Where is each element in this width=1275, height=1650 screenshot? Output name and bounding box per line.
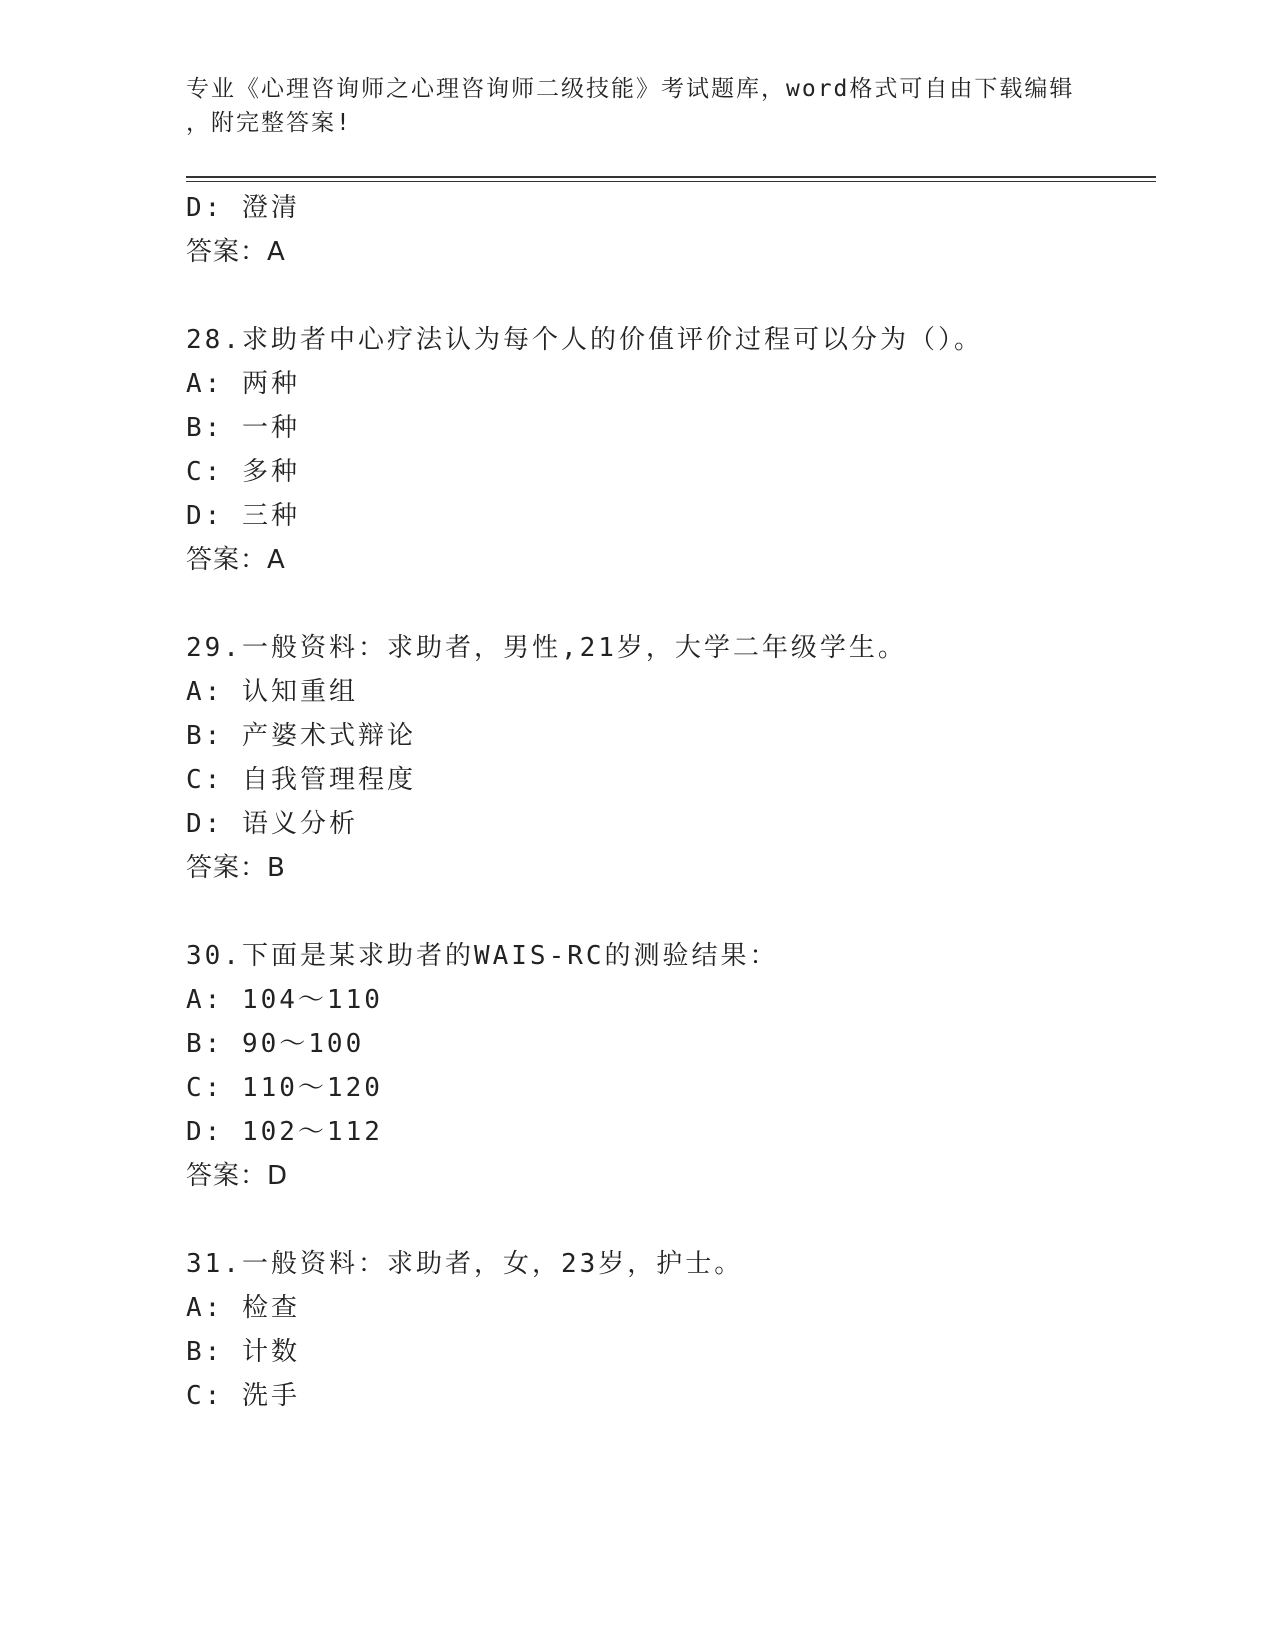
q28-option-a: A: 两种: [186, 369, 300, 399]
q29-option-a: A: 认知重组: [186, 677, 358, 707]
question-29: 29.一般资料：求助者，男性,21岁，大学二年级学生。: [186, 633, 907, 663]
q29-option-d: D: 语义分析: [186, 809, 358, 839]
q29-option-c: C: 自我管理程度: [186, 765, 416, 795]
q28-answer: 答案：A: [186, 545, 286, 575]
q30-option-c: C: 110～120: [186, 1073, 383, 1103]
q29-option-b: B: 产婆术式辩论: [186, 721, 416, 751]
header-divider-thin: [186, 181, 1156, 182]
q30-option-d: D: 102～112: [186, 1117, 383, 1147]
question-31: 31.一般资料：求助者，女，23岁，护士。: [186, 1249, 744, 1279]
q28-option-d: D: 三种: [186, 501, 300, 531]
header-divider-thick: [186, 176, 1156, 178]
option-d-prev: D: 澄清: [186, 193, 300, 223]
q30-option-b: B: 90～100: [186, 1029, 365, 1059]
q30-answer: 答案：D: [186, 1161, 289, 1191]
question-28: 28.求助者中心疗法认为每个人的价值评价过程可以分为（）。: [186, 325, 983, 355]
question-30: 30.下面是某求助者的WAIS-RC的测验结果：: [186, 941, 779, 971]
header-line-2: ，附完整答案!: [186, 110, 352, 136]
q28-option-b: B: 一种: [186, 413, 300, 443]
q29-answer: 答案：B: [186, 853, 286, 883]
q31-option-c: C: 洗手: [186, 1381, 300, 1411]
document-header: [186, 72, 1086, 140]
q31-option-b: B: 计数: [186, 1337, 300, 1367]
q31-option-a: A: 检查: [186, 1293, 300, 1323]
q30-option-a: A: 104～110: [186, 985, 383, 1015]
answer-prev: 答案：A: [186, 237, 286, 267]
q28-option-c: C: 多种: [186, 457, 300, 487]
header-line-1: 专业《心理咨询师之心理咨询师二级技能》考试题库，word格式可自由下载编辑: [186, 76, 1075, 102]
